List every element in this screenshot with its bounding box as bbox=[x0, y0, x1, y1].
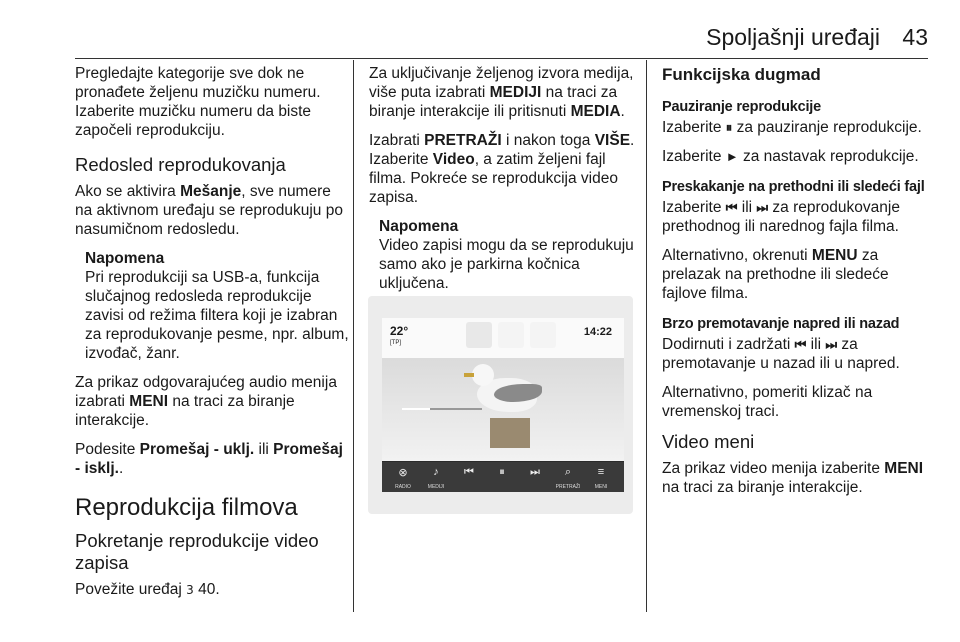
section-heading: Redosled reprodukovanja bbox=[75, 154, 286, 175]
menu-icon[interactable]: ≡ bbox=[597, 466, 605, 478]
note-text: Video zapisi mogu da se reprodukuju samo ako je parkirna kočnica uključena. bbox=[379, 237, 634, 292]
header-title: Spoljašnji uređaji bbox=[706, 24, 880, 50]
note-title: Napomena bbox=[85, 250, 165, 267]
paragraph: Izaberite ⏮ ili ⏭ za reprodukovanje prethodnog ili narednog fajla filma. bbox=[662, 199, 900, 235]
video-screen bbox=[382, 318, 624, 492]
seagull-head bbox=[472, 364, 494, 386]
status-bar bbox=[382, 318, 624, 358]
post-image bbox=[490, 418, 530, 448]
paragraph: Pregledajte kategorije sve dok ne pronađete željenu muzičku numeru. Izaberite muzičku numeru da biste započeli reprodukciju. bbox=[75, 65, 321, 139]
paragraph: Izabrati PRETRAŽI i nakon toga VIŠE. Izaberite Video, a zatim željeni fajl filma. Pokreće se reprodukcija video zapisa. bbox=[369, 132, 635, 206]
pause-icon[interactable]: ⏸ bbox=[499, 466, 505, 478]
page-ref-icon: 3 bbox=[186, 583, 194, 597]
paragraph: Povežite uređaj 3 40. bbox=[75, 581, 220, 598]
progress-fill bbox=[402, 408, 430, 410]
previous-track-icon: ⏮ bbox=[794, 337, 807, 352]
section-heading: Pokretanje reprodukcije video zapisa bbox=[75, 530, 319, 573]
media-tab-icon bbox=[498, 322, 524, 348]
section-heading: Video meni bbox=[662, 431, 755, 452]
control-label: MEDIJI bbox=[427, 484, 445, 490]
note-title: Napomena bbox=[379, 218, 459, 235]
music-note-icon[interactable]: ♪ bbox=[433, 466, 439, 478]
next-track-icon[interactable]: ⏭ bbox=[530, 466, 540, 478]
paragraph: Za uključivanje željenog izvora medija, više puta izabrati MEDIJI na traci za biranje interakcije ili pritisnuti MEDIA. bbox=[369, 65, 634, 120]
media-tab-icon bbox=[466, 322, 492, 348]
play-icon: ► bbox=[725, 149, 739, 164]
paragraph: Alternativno, okrenuti MENU za prelazak na prethodne ili sledeće fajlove filma. bbox=[662, 247, 889, 302]
page-number: 43 bbox=[902, 24, 928, 50]
next-track-icon: ⏭ bbox=[825, 337, 838, 352]
subsection-heading: Brzo premotavanje napred ili nazad bbox=[662, 316, 900, 332]
header-rule bbox=[75, 58, 928, 59]
paragraph: Izaberite ► za nastavak reprodukcije. bbox=[662, 148, 919, 165]
paragraph: Izaberite ⏸ za pauziranje reprodukcije. bbox=[662, 119, 922, 136]
control-bar bbox=[382, 462, 624, 492]
radio-icon[interactable]: ⊗ bbox=[398, 467, 408, 479]
subsection-heading: Pauziranje reprodukcije bbox=[662, 99, 821, 115]
pause-icon: ⏸ bbox=[725, 120, 733, 135]
media-tab-icon bbox=[530, 322, 556, 348]
control-label: MENI bbox=[594, 484, 608, 490]
column-divider bbox=[353, 60, 354, 612]
tp-indicator: [TP] bbox=[390, 340, 402, 346]
paragraph: Ako se aktivira Mešanje, sve numere na aktivnom uređaju se reprodukuju po nasumičnom redosledu. bbox=[75, 183, 343, 238]
control-label: RADIO bbox=[395, 484, 411, 490]
previous-track-icon[interactable]: ⏮ bbox=[464, 466, 474, 478]
temperature: 22° bbox=[390, 324, 409, 338]
next-track-icon: ⏭ bbox=[756, 200, 769, 215]
column-divider bbox=[646, 60, 647, 612]
chapter-heading: Reprodukcija filmova bbox=[75, 494, 298, 521]
column-2 bbox=[369, 64, 639, 303]
note-text: Pri reprodukciji sa USB-a, funkcija slučajnog redosleda reprodukcije zavisi od režima filtera koji je izabran za reprodukovanje pesme, npr. album, izvođač, žanr. bbox=[85, 269, 349, 362]
note bbox=[379, 217, 639, 293]
paragraph: Dodirnuti i zadržati ⏮ ili ⏭ za premotavanje u nazad ili u napred. bbox=[662, 336, 900, 372]
control-label: PRETRAŽI bbox=[555, 484, 581, 490]
note bbox=[85, 249, 351, 363]
section-heading: Funkcijska dugmad bbox=[662, 65, 821, 84]
paragraph: Za prikaz odgovarajućeg audio menija izabrati MENI na traci za biranje interakcije. bbox=[75, 374, 337, 429]
previous-track-icon: ⏮ bbox=[725, 200, 738, 215]
subsection-heading: Preskakanje na prethodni ili sledeći fajl bbox=[662, 179, 925, 195]
paragraph: Alternativno, pomeriti klizač na vremenskoj traci. bbox=[662, 384, 873, 420]
paragraph: Za prikaz video menija izaberite MENI na traci za biranje interakcije. bbox=[662, 460, 924, 496]
column-3 bbox=[662, 64, 930, 507]
clock: 14:22 bbox=[583, 326, 612, 338]
column-1 bbox=[75, 64, 351, 610]
infotainment-screen-image bbox=[368, 296, 633, 514]
seagull-beak bbox=[464, 373, 474, 377]
paragraph: Podesite Promešaj - uklj. ili Promešaj - isklj.. bbox=[75, 441, 343, 477]
search-icon[interactable]: ⌕ bbox=[564, 466, 572, 478]
page-header bbox=[0, 0, 960, 60]
progress-bar[interactable] bbox=[402, 408, 482, 410]
